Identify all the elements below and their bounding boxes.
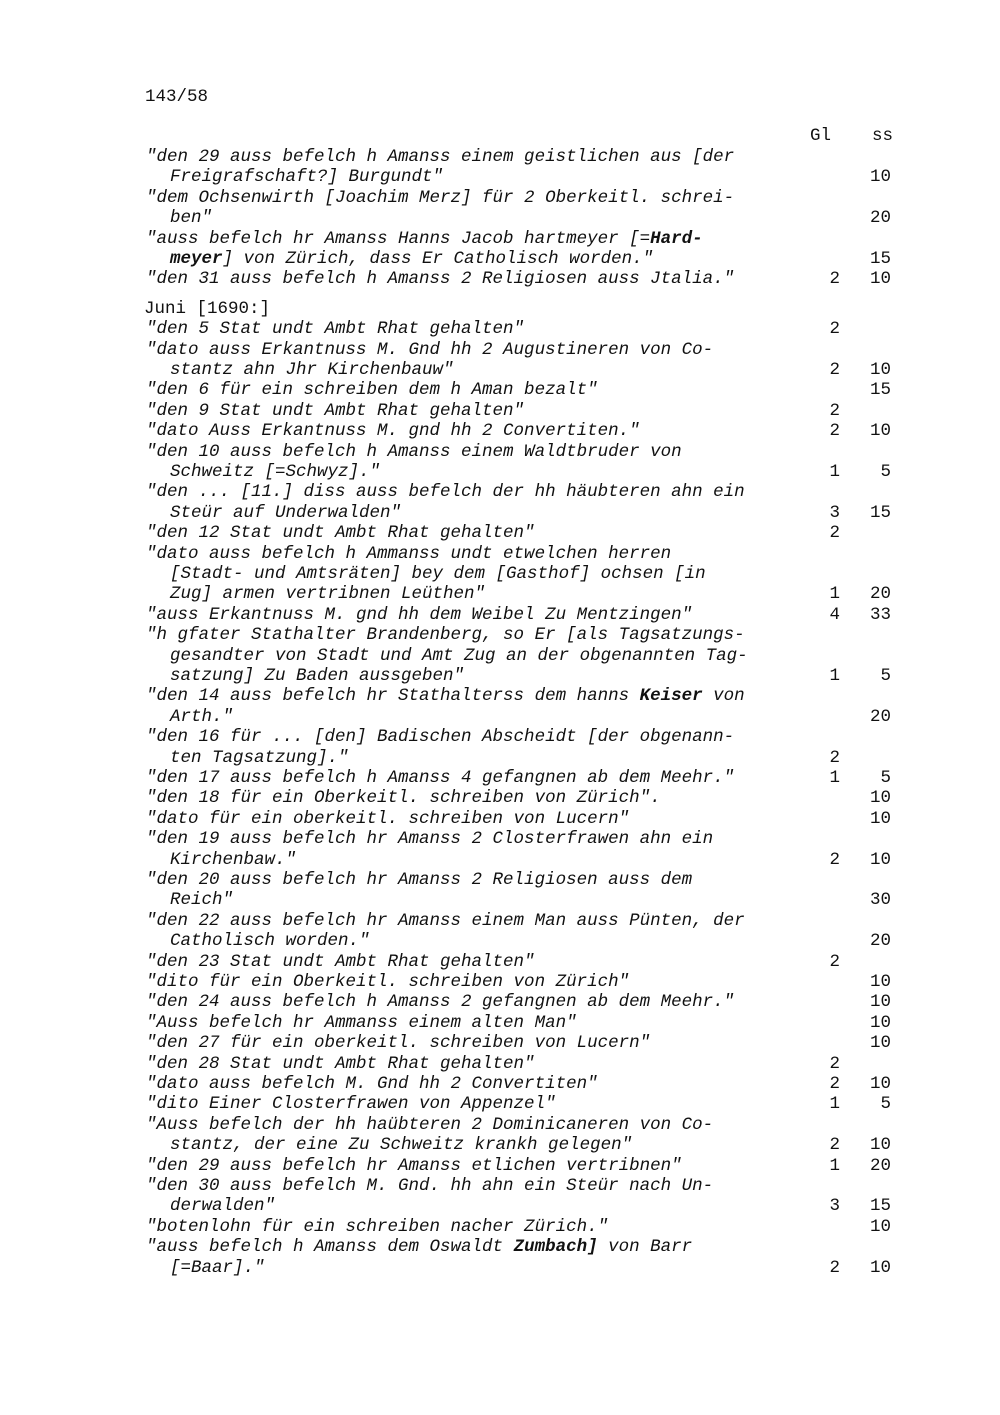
- entry-text-part: Kirchenbaw.": [170, 849, 297, 870]
- entry-text-part: derwalden": [170, 1196, 276, 1217]
- entry-text: [146, 972, 629, 992]
- entry-text-part: Juni [1690:]: [144, 298, 271, 319]
- amount-gl: 2: [829, 1053, 840, 1074]
- amount-ss: 10: [869, 972, 891, 992]
- amount-ss: 5: [880, 666, 891, 686]
- entry-text: [146, 952, 535, 972]
- amount-gl: 2: [829, 1135, 840, 1156]
- amount-gl: 1: [829, 584, 840, 605]
- entry-text: [170, 249, 653, 269]
- entry-text-part: stantz, der eine Zu Schweitz krankh gelegen": [170, 1135, 633, 1156]
- entry-text: [146, 1074, 598, 1094]
- entry-text-part: von: [702, 686, 745, 707]
- amount-gl: 1: [829, 666, 840, 686]
- amount-ss: 10: [869, 1135, 891, 1156]
- amount-gl: 2: [829, 421, 840, 442]
- entry-text-part: "den 12 Stat undt Ambt Rhat gehalten": [146, 523, 535, 544]
- amount-gl: 2: [829, 319, 840, 340]
- entry-text-part: "den 9 Stat undt Ambt Rhat gehalten": [146, 400, 525, 421]
- entry-text: [146, 269, 734, 289]
- amount-gl: 2: [829, 523, 840, 544]
- amount-gl: 2: [829, 400, 840, 421]
- amount-ss: 10: [869, 808, 891, 829]
- emphasized-name: Keiser: [639, 686, 703, 707]
- page-number: 143/58: [145, 87, 209, 107]
- entry-text-part: "h gfater Stathalter Brandenberg, so Er [als Tagsatzungs-: [146, 625, 745, 646]
- entry-text-part: "dato auss befelch M. Gnd hh 2 Convertiten": [146, 1074, 598, 1094]
- amount-ss: 20: [869, 208, 891, 229]
- amount-ss: 10: [869, 1033, 891, 1054]
- amount-ss: 10: [869, 1074, 891, 1094]
- entry-text: [146, 1013, 577, 1033]
- entry-text: [146, 727, 734, 747]
- entry-text-part: "den ... [11.] diss auss befelch der hh häubteren ahn ein: [146, 482, 745, 503]
- entry-text-part: "dito für ein Oberkeitl. schreiben von Zürich": [146, 972, 630, 992]
- entry-text: [144, 299, 270, 319]
- entry-text: [146, 625, 745, 645]
- entry-text: [146, 809, 629, 829]
- entry-text: [146, 340, 713, 360]
- entry-text: [170, 890, 233, 910]
- entry-text: [146, 788, 661, 808]
- entry-text: [170, 564, 706, 584]
- entry-text: [146, 380, 598, 400]
- entry-text-part: "dato auss Erkantnuss M. Gnd hh 2 Augustineren von Co-: [146, 339, 714, 360]
- entry-text: [146, 188, 734, 208]
- entry-text: [146, 523, 535, 543]
- entry-text: [146, 686, 745, 706]
- entry-text-part: stantz ahn Jhr Kirchenbauw": [170, 360, 454, 380]
- entry-text: [146, 911, 745, 931]
- amount-ss: 10: [869, 1216, 891, 1237]
- amount-gl: 3: [829, 1196, 840, 1217]
- entry-text-part: ] von Zürich, dass Er Catholisch worden.": [222, 249, 654, 269]
- amount-ss: 10: [869, 1012, 891, 1033]
- amount-ss: 20: [869, 931, 891, 952]
- entry-text-part: "den 17 auss befelch h Amanss 4 gefangnen ab dem Meehr.": [146, 768, 735, 788]
- emphasized-name: Zumbach]: [513, 1237, 598, 1258]
- entry-text-part: "dato für ein oberkeitl. schreiben von Lucern": [146, 808, 630, 829]
- entry-text: [146, 870, 692, 890]
- entry-text: [146, 401, 524, 421]
- entry-text: [170, 1135, 632, 1155]
- emphasized-name: meyer: [170, 249, 223, 269]
- amount-gl: 2: [829, 747, 840, 768]
- amount-ss: 10: [869, 167, 891, 188]
- amount-ss: 5: [880, 768, 891, 788]
- entry-text-part: "den 20 auss befelch hr Amanss 2 Religiosen auss dem: [146, 870, 693, 890]
- entry-text-part: "den 23 Stat undt Ambt Rhat gehalten": [146, 951, 535, 972]
- entry-text-part: "den 30 auss befelch M. Gnd. hh ahn ein Steür nach Un-: [146, 1176, 714, 1196]
- entry-text: [146, 442, 682, 462]
- entry-text-part: Schweitz [=Schwyz].": [170, 462, 381, 482]
- entry-text-part: Freigrafschaft?] Burgundt": [170, 167, 444, 188]
- entry-text: [170, 707, 233, 727]
- entry-text-part: ben": [170, 208, 213, 229]
- amount-gl: 2: [829, 1257, 840, 1278]
- entry-text: [170, 462, 380, 482]
- amount-gl: 1: [829, 462, 840, 482]
- column-header-gl: Gl: [810, 126, 832, 146]
- entry-text-part: Reich": [170, 890, 234, 911]
- entry-text-part: "dato Auss Erkantnuss M. gnd hh 2 Convertiten.": [146, 421, 640, 442]
- entry-text-part: [Stadt- und Amtsräten] bey dem [Gasthof] ochsen [in: [170, 564, 706, 584]
- amount-ss: 20: [869, 584, 891, 605]
- entry-text: [146, 605, 692, 625]
- entry-text-part: "dato auss befelch h Ammanss undt etwelchen herren: [146, 543, 672, 564]
- entry-text-part: [=Baar].": [170, 1257, 265, 1278]
- entry-text: [146, 1176, 713, 1196]
- entry-text-part: "den 29 auss befelch h Amanss einem geistlichen aus [der: [146, 147, 735, 167]
- amount-gl: 1: [829, 768, 840, 788]
- amount-ss: 20: [869, 1155, 891, 1176]
- amount-ss: 15: [869, 380, 891, 401]
- entry-text-part: "Auss befelch hr Ammanss einem alten Man": [146, 1012, 577, 1033]
- entry-text-part: satzung] Zu Baden aussgeben": [170, 666, 465, 686]
- entry-text-part: "dem Ochsenwirth [Joachim Merz] für 2 Oberkeitl. schrei-: [146, 187, 735, 208]
- entry-text: [146, 1217, 608, 1237]
- entry-text-part: "den 22 auss befelch hr Amanss einem Man auss Pünten, der: [146, 910, 745, 931]
- entry-text: [170, 1258, 265, 1278]
- entry-text: [170, 1196, 275, 1216]
- entry-text-part: "den 27 für ein oberkeitl. schreiben von Lucern": [146, 1033, 651, 1054]
- entry-text-part: Steür auf Underwalden": [170, 502, 402, 523]
- amount-ss: 30: [869, 890, 891, 911]
- amount-gl: 2: [829, 360, 840, 380]
- amount-ss: 15: [869, 249, 891, 269]
- amount-gl: 2: [829, 849, 840, 870]
- entry-text: [146, 229, 703, 249]
- entry-text: [170, 666, 464, 686]
- entry-text: [170, 646, 748, 666]
- amount-ss: 10: [869, 788, 891, 809]
- entry-text: [146, 421, 640, 441]
- entry-text-part: "den 6 für ein schreiben dem h Aman bezalt": [146, 380, 598, 401]
- amount-ss: 10: [869, 360, 891, 380]
- amount-ss: 20: [869, 706, 891, 727]
- entry-text-part: von Barr: [597, 1237, 693, 1258]
- entry-text-part: "den 18 für ein Oberkeitl. schreiben von Zürich".: [146, 788, 661, 809]
- amount-ss: 5: [880, 462, 891, 482]
- amount-gl: 2: [829, 269, 840, 290]
- entry-text-part: "den 19 auss befelch hr Amanss 2 Closterfrawen ahn ein: [146, 829, 714, 850]
- entry-text-part: "den 24 auss befelch h Amanss 2 gefangnen ab dem Meehr.": [146, 992, 735, 1013]
- entry-text: [146, 768, 734, 788]
- entry-text: [170, 748, 349, 768]
- entry-text: [146, 1237, 692, 1257]
- amount-ss: 10: [869, 269, 891, 290]
- entry-text: [170, 208, 212, 228]
- entry-text-part: "den 16 für ... [den] Badischen Abscheidt [der obgenann-: [146, 727, 735, 748]
- entry-text-part: "auss befelch h Amanss dem Oswaldt: [146, 1237, 514, 1258]
- amount-gl: 4: [829, 604, 840, 625]
- amount-ss: 10: [869, 992, 891, 1013]
- amount-ss: 10: [869, 421, 891, 442]
- entry-text-part: "den 31 auss befelch h Amanss 2 Religiosen auss Jtalia.": [146, 269, 735, 290]
- entry-text: [170, 167, 443, 187]
- entry-text: [170, 503, 401, 523]
- entry-text-part: "auss befelch hr Amanss Hanns Jacob hartmeyer [=: [146, 228, 651, 249]
- column-header-ss: ss: [872, 126, 894, 146]
- entry-text: [170, 360, 454, 380]
- entry-text-part: "auss Erkantnuss M. gnd hh dem Weibel Zu Mentzingen": [146, 604, 693, 625]
- entry-text: [146, 1054, 535, 1074]
- entry-text-part: "den 14 auss befelch hr Stathalterss dem hanns: [146, 686, 640, 707]
- entry-text-part: "dito Einer Closterfrawen von Appenzel": [146, 1094, 556, 1115]
- amount-gl: 1: [829, 1094, 840, 1115]
- entry-text-part: "den 10 auss befelch h Amanss einem Waldtbruder von: [146, 441, 682, 462]
- entry-text: [170, 850, 296, 870]
- entry-text: [146, 147, 734, 167]
- amount-ss: 10: [869, 849, 891, 870]
- entry-text-part: "den 5 Stat undt Ambt Rhat gehalten": [146, 319, 525, 340]
- entry-text-part: gesandter von Stadt und Amt Zug an der obgenannten Tag-: [170, 645, 748, 666]
- entry-text: [146, 1156, 682, 1176]
- entry-text: [146, 482, 745, 502]
- entry-text-part: "botenlohn für ein schreiben nacher Zürich.": [146, 1216, 609, 1237]
- emphasized-name: Hard-: [650, 228, 703, 249]
- entry-text: [170, 584, 485, 604]
- amount-gl: 1: [829, 1155, 840, 1176]
- amount-ss: 5: [880, 1094, 891, 1115]
- entry-text: [146, 1115, 713, 1135]
- entry-text: [146, 829, 713, 849]
- entry-text: [146, 1094, 556, 1114]
- amount-gl: 2: [829, 951, 840, 972]
- entry-text-part: "Auss befelch der hh haübteren 2 Dominicaneren von Co-: [146, 1114, 714, 1135]
- amount-gl: 3: [829, 502, 840, 523]
- entry-text-part: "den 28 Stat undt Ambt Rhat gehalten": [146, 1053, 535, 1074]
- entry-text-part: "den 29 auss befelch hr Amanss etlichen vertribnen": [146, 1155, 682, 1176]
- entry-text-part: ten Tagsatzung].": [170, 747, 349, 768]
- entry-text: [170, 931, 370, 951]
- amount-ss: 10: [869, 1257, 891, 1278]
- amount-ss: 15: [869, 1196, 891, 1217]
- amount-ss: 33: [869, 604, 891, 625]
- entry-text: [146, 992, 734, 1012]
- entry-text: [146, 544, 671, 564]
- entry-text-part: Arth.": [170, 706, 234, 727]
- entry-text: [146, 1033, 650, 1053]
- entry-text: [146, 319, 524, 339]
- entry-text-part: Zug] armen vertribnen Leüthen": [170, 584, 486, 605]
- amount-gl: 2: [829, 1074, 840, 1094]
- amount-ss: 15: [869, 502, 891, 523]
- entry-text-part: Catholisch worden.": [170, 931, 370, 952]
